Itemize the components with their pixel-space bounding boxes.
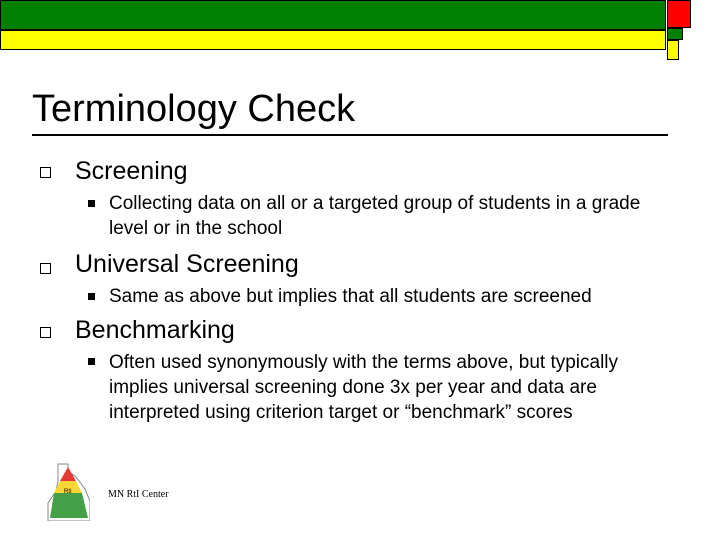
slide-title: Terminology Check bbox=[32, 88, 356, 130]
hollow-square-bullet-icon bbox=[40, 263, 51, 274]
bullet-benchmarking: Benchmarking bbox=[75, 316, 235, 344]
solid-square-bullet-icon bbox=[88, 293, 95, 300]
corner-yellow-square bbox=[667, 40, 679, 60]
mn-rti-logo-icon bbox=[46, 463, 90, 521]
logo-text: RtI bbox=[64, 489, 72, 495]
solid-square-bullet-icon bbox=[88, 200, 95, 207]
sub-bullet-universal-screening: Same as above but implies that all students are screened bbox=[109, 286, 592, 307]
corner-red-square bbox=[667, 0, 691, 28]
bullet-universal-screening: Universal Screening bbox=[75, 250, 299, 278]
footer-text: MN RtI Center bbox=[108, 489, 169, 500]
header-yellow-bar bbox=[0, 30, 666, 50]
solid-square-bullet-icon bbox=[88, 358, 95, 365]
sub-bullet-screening: Collecting data on all or a targeted group of students in a grade level or in the school bbox=[109, 193, 641, 239]
title-divider bbox=[32, 134, 668, 136]
hollow-square-bullet-icon bbox=[40, 327, 51, 338]
header-green-bar bbox=[0, 0, 666, 30]
sub-bullet-benchmarking: Often used synonymously with the terms above, but typically implies universal screening done 3x per year and data are interpreted using criterion target or “benchmark” scores bbox=[109, 352, 619, 423]
hollow-square-bullet-icon bbox=[40, 167, 51, 178]
bullet-screening: Screening bbox=[75, 157, 188, 185]
corner-green-square bbox=[667, 28, 683, 40]
